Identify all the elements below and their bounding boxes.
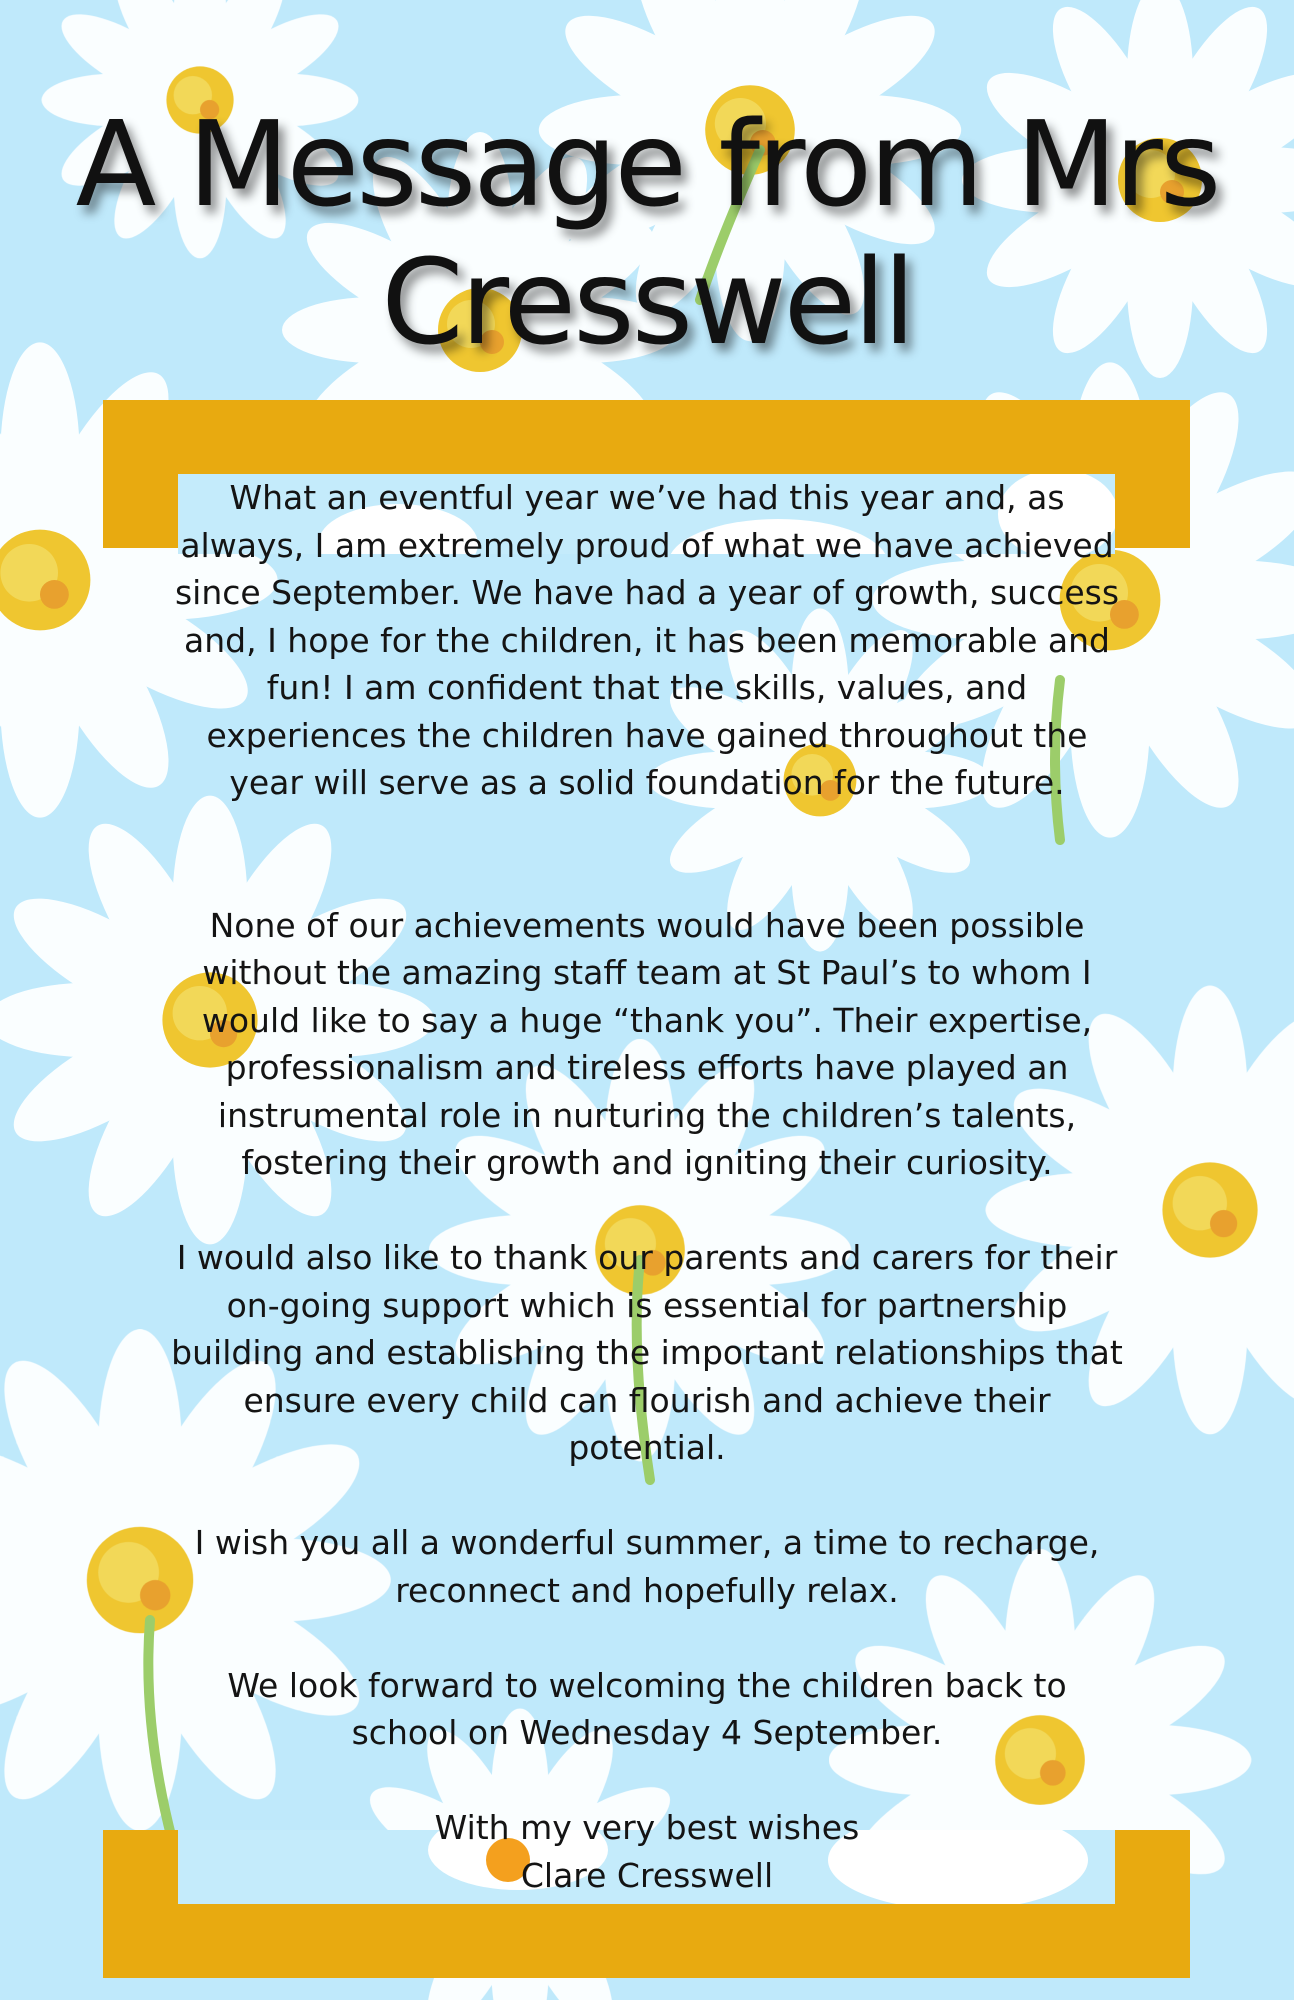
paragraph-3: I would also like to thank our parents and carers for their on-going support which is essential for partnership building and establishing the important relationships that ensure every child can flourish and achieve their potential. (171, 1238, 1123, 1467)
page-title: A Message from Mrs Cresswell (75, 95, 1219, 371)
signature: Clare Cresswell (520, 1855, 774, 1895)
paragraph-4: I wish you all a wonderful summer, a time to recharge, reconnect and hopefully relax. (194, 1523, 1100, 1610)
paragraph-5: We look forward to welcoming the children back to school on Wednesday 4 September. (227, 1665, 1067, 1752)
message-body (170, 474, 1124, 1899)
paragraph-1: What an eventful year we’ve had this year and, as always, I am extremely proud of what we have achieved since September. We have had a year of growth, success and, I hope for the children, it has been memorable and fun! I am confident that the skills, values, and experiences the children have gained throughout the year will serve as a solid foundation for the future. (174, 478, 1120, 802)
paragraph-2: None of our achievements would have been possible without the amazing staff team at St Paul’s to whom I would like to say a huge “thank you”. Their expertise, professionalism and tireless efforts have played an instrumental role in nurturing the children’s talents, fostering their growth and igniting their curiosity. (201, 905, 1093, 1182)
signoff: With my very best wishes (434, 1808, 860, 1847)
